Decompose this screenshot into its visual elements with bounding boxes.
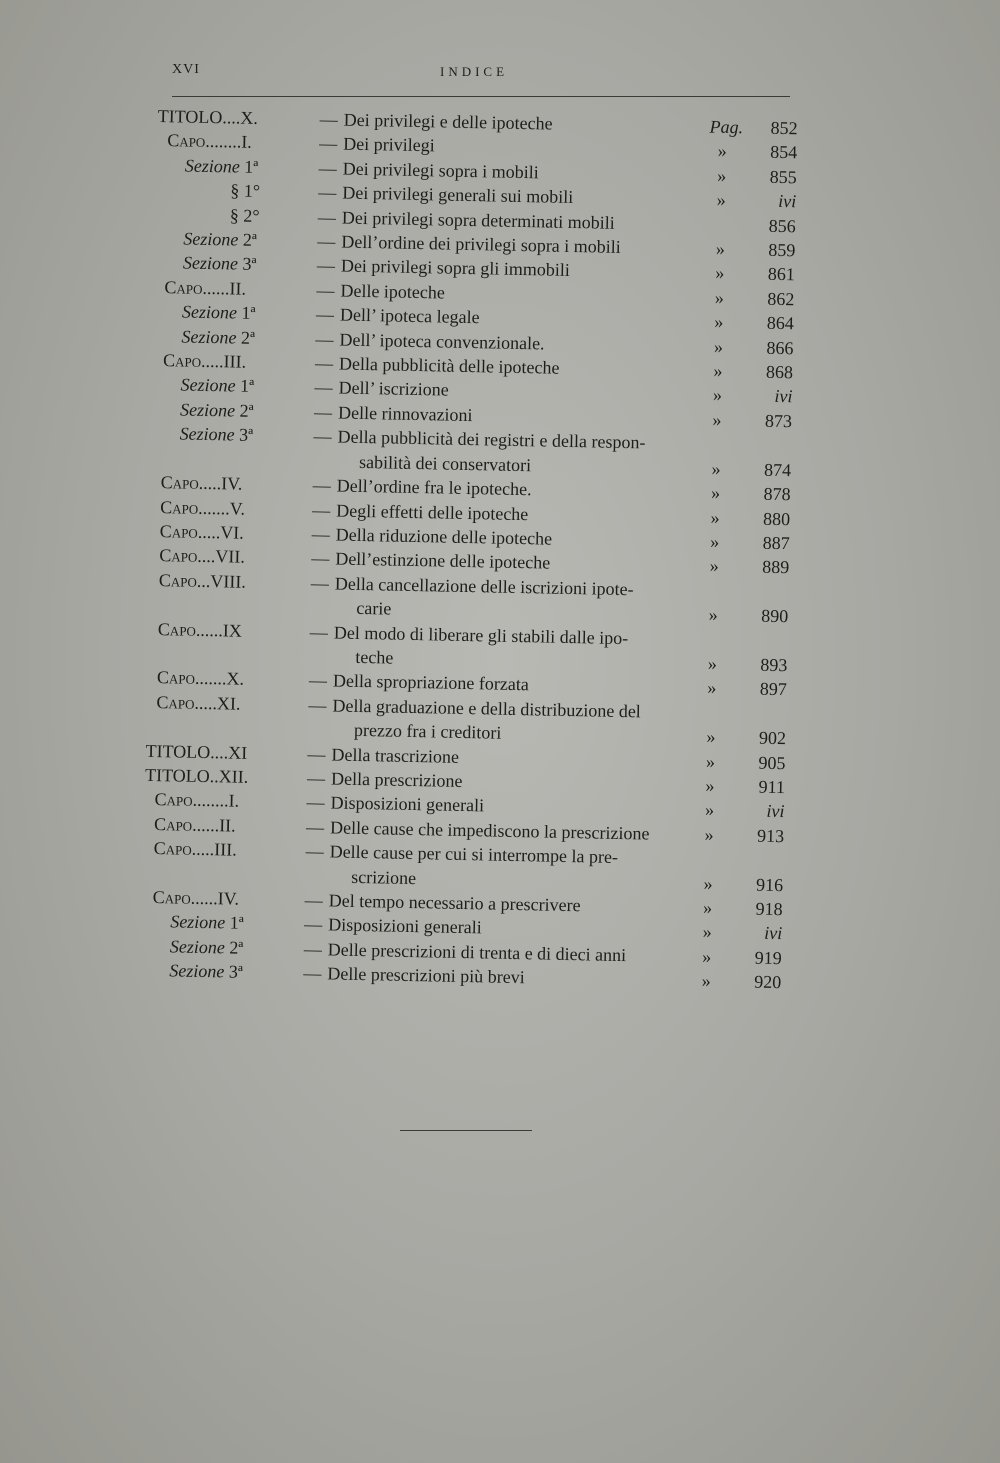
entry-title-continuation: prezzo fra i creditori bbox=[353, 720, 502, 743]
entry-dash: — bbox=[309, 621, 329, 642]
entry-number: V. bbox=[229, 497, 246, 519]
entry-page-mark: Pag. bbox=[709, 116, 744, 138]
entry-page-number: 861 bbox=[767, 264, 796, 285]
entry-page-number: 889 bbox=[762, 556, 790, 578]
entry-page-number: 913 bbox=[756, 825, 785, 846]
entry-dash: — bbox=[305, 841, 324, 862]
entry-title: Della pubblicità dei registri e della respon- bbox=[337, 426, 646, 453]
entry-number: XI. bbox=[216, 692, 241, 714]
entry-page-number: 874 bbox=[763, 459, 792, 480]
entry-page-number: 897 bbox=[759, 679, 788, 700]
entry-dash: — bbox=[316, 279, 335, 301]
entry-dash: — bbox=[311, 548, 330, 569]
entry-rank: Capo bbox=[153, 813, 193, 835]
entry-title: Dell’ ipoteca legale bbox=[339, 304, 480, 328]
entry-rank: Sezione bbox=[184, 155, 240, 177]
entry-rank: Capo bbox=[152, 887, 191, 908]
entry-title: Dell’ordine fra le ipoteche. bbox=[336, 475, 532, 500]
entry-dash: — bbox=[314, 353, 334, 374]
entry-title: Della prescrizione bbox=[330, 768, 463, 791]
entry-title: Delle prescrizioni di trenta e di dieci anni bbox=[327, 939, 627, 965]
entry-dash: — bbox=[303, 938, 322, 960]
header-rule bbox=[172, 96, 790, 97]
entry-number: I. bbox=[241, 132, 252, 153]
entry-page-mark: » bbox=[714, 311, 724, 333]
entry-dash: — bbox=[317, 206, 337, 228]
entry-page-number: 911 bbox=[758, 776, 786, 798]
entry-page-mark: » bbox=[702, 922, 712, 943]
entry-number: IV. bbox=[217, 888, 240, 909]
entry-label bbox=[143, 836, 303, 863]
entry-label bbox=[155, 226, 315, 253]
entry-page-mark: » bbox=[704, 800, 715, 821]
entry-title-cell bbox=[325, 840, 696, 896]
entry-title: Degli effetti delle ipoteche bbox=[336, 499, 529, 524]
entry-number: IX bbox=[222, 619, 243, 641]
entry-page-number: 855 bbox=[769, 166, 797, 188]
entry-leader: ...... bbox=[191, 814, 220, 836]
entry-page-mark: » bbox=[705, 775, 715, 796]
entry-page-number: 880 bbox=[762, 508, 791, 529]
entry-title-continuation: sabilità dei conservatori bbox=[358, 451, 532, 475]
entry-dash: — bbox=[318, 157, 337, 179]
entry-page-mark: » bbox=[715, 238, 726, 259]
entry-number: III. bbox=[223, 351, 247, 372]
entry-dash: — bbox=[319, 109, 338, 130]
entry-page-mark: » bbox=[715, 263, 725, 284]
entry-page-mark: » bbox=[712, 385, 723, 406]
entry-title: Dell’ordine dei privilegi sopra i mobili bbox=[341, 231, 621, 257]
entry-dash: — bbox=[314, 377, 333, 398]
entry-page-mark: » bbox=[707, 653, 718, 674]
entry-page-number: 859 bbox=[768, 239, 796, 261]
entry-title-continuation: teche bbox=[355, 646, 394, 668]
entry-leader: .... bbox=[197, 546, 216, 567]
entry-page-number: 878 bbox=[763, 483, 791, 505]
table-of-contents bbox=[141, 104, 798, 995]
entry-label bbox=[144, 787, 304, 814]
entry-leader: ........ bbox=[192, 790, 229, 811]
entry-title: Dei privilegi e delle ipoteche bbox=[343, 109, 553, 134]
entry-dash: — bbox=[310, 572, 330, 594]
entry-rank: Capo bbox=[160, 496, 199, 518]
entry-rank: Sezione bbox=[179, 399, 236, 421]
entry-number: 3ª bbox=[242, 254, 257, 275]
entry-number: VII. bbox=[215, 546, 246, 568]
entry-label bbox=[149, 543, 309, 570]
entry-rank: Capo bbox=[162, 350, 202, 371]
entry-title: Del tempo necessario a prescrivere bbox=[328, 890, 581, 916]
entry-page-number: 862 bbox=[767, 288, 795, 310]
entry-page-number: 902 bbox=[758, 727, 787, 749]
entry-number: VI. bbox=[220, 522, 244, 543]
entry-leader: .... bbox=[222, 107, 241, 128]
entry-title: Delle cause per cui si interrompe la pre- bbox=[329, 841, 619, 868]
entry-rank: TITOLO bbox=[144, 764, 210, 787]
entry-title: Disposizioni generali bbox=[328, 914, 482, 938]
entry-rank: § bbox=[230, 180, 240, 201]
entry-leader: ..... bbox=[198, 472, 222, 494]
entry-label bbox=[156, 202, 316, 229]
entry-leader: ........ bbox=[205, 131, 242, 153]
entry-label bbox=[156, 177, 316, 204]
entry-page-number: 873 bbox=[764, 410, 793, 432]
entry-leader: ....... bbox=[194, 668, 227, 689]
entry-dash: — bbox=[312, 475, 331, 496]
entry-dash: — bbox=[306, 767, 326, 789]
entry-title: Della graduazione e della distribuzione del bbox=[332, 695, 642, 722]
entry-dash: — bbox=[303, 963, 322, 984]
entry-number: II. bbox=[229, 278, 247, 299]
entry-dash: — bbox=[317, 231, 336, 252]
entry-label bbox=[142, 934, 302, 961]
entry-number: 1ª bbox=[244, 156, 259, 177]
entry-page-mark: » bbox=[709, 555, 719, 577]
entry-title: Della spropriazione forzata bbox=[332, 670, 530, 695]
entry-number: 1ª bbox=[229, 912, 244, 934]
entry-rank: § bbox=[229, 205, 240, 226]
entry-label bbox=[151, 421, 311, 448]
entry-label bbox=[150, 494, 310, 521]
entry-title: Dei privilegi sopra determinati mobili bbox=[341, 207, 615, 233]
entry-rank: Capo bbox=[157, 618, 197, 640]
entry-leader: .... bbox=[210, 741, 229, 763]
entry-leader: ...... bbox=[202, 277, 230, 299]
entry-label bbox=[149, 568, 309, 595]
entry-page-mark: » bbox=[712, 409, 722, 430]
entry-number: II. bbox=[218, 815, 236, 836]
entry-title-cell bbox=[328, 693, 699, 749]
entry-leader: ...... bbox=[190, 887, 218, 909]
entry-rank: Capo bbox=[160, 472, 199, 493]
entry-page-number: 864 bbox=[766, 312, 795, 334]
entry-rank: Capo bbox=[167, 130, 206, 152]
entry-page-number: 893 bbox=[760, 654, 788, 676]
entry-label bbox=[143, 885, 303, 912]
entry-page-number: 905 bbox=[758, 752, 786, 773]
entry-dash: — bbox=[315, 304, 335, 325]
entry-label bbox=[152, 397, 312, 424]
entry-label bbox=[141, 958, 301, 985]
entry-label bbox=[153, 348, 313, 375]
entry-dash: — bbox=[318, 182, 337, 203]
entry-rank: Capo bbox=[159, 521, 199, 542]
entry-number: 2ª bbox=[240, 327, 256, 348]
entry-rank: Capo bbox=[158, 569, 198, 591]
entry-number: 3ª bbox=[228, 961, 243, 983]
entry-page-mark: » bbox=[706, 726, 716, 747]
entry-title-continuation: scrizione bbox=[351, 866, 417, 888]
entry-title: Delle rinnovazioni bbox=[337, 402, 473, 425]
entry-title: Del modo di liberare gli stabili dalle ipo- bbox=[333, 622, 629, 648]
entry-leader: ..... bbox=[200, 350, 224, 372]
entry-label bbox=[145, 738, 305, 765]
entry-page-mark: » bbox=[707, 678, 717, 699]
entry-page-mark: » bbox=[703, 873, 713, 894]
entry-page-mark: » bbox=[713, 360, 723, 381]
entry-label bbox=[144, 812, 304, 839]
entry-page-number: 918 bbox=[755, 898, 783, 920]
entry-dash: — bbox=[319, 133, 338, 154]
entry-title-continuation: carie bbox=[356, 598, 392, 619]
entry-rank: TITOLO bbox=[157, 105, 223, 128]
entry-label bbox=[151, 470, 311, 497]
entry-title: Della pubblicità delle ipoteche bbox=[338, 353, 560, 378]
entry-label bbox=[148, 616, 308, 643]
entry-title: Delle ipoteche bbox=[340, 280, 446, 303]
entry-page-mark: » bbox=[713, 336, 724, 357]
entry-page-number: ivi bbox=[774, 386, 793, 407]
entry-page-number: 890 bbox=[761, 605, 789, 627]
entry-rank: Capo bbox=[156, 691, 195, 713]
entry-page-number: 866 bbox=[766, 337, 794, 358]
entry-number: 2ª bbox=[229, 937, 244, 958]
entry-page-mark: » bbox=[717, 141, 727, 162]
entry-number: 1ª bbox=[239, 376, 255, 397]
entry-rank: Capo bbox=[153, 838, 192, 859]
closing-rule bbox=[400, 1130, 532, 1131]
entry-rank: Capo bbox=[154, 789, 193, 811]
entry-page-number: ivi bbox=[764, 923, 783, 944]
entry-label bbox=[145, 763, 305, 790]
entry-rank: Capo bbox=[164, 277, 203, 298]
entry-leader: ...... bbox=[195, 619, 224, 640]
entry-dash: — bbox=[304, 889, 323, 911]
entry-leader: ..... bbox=[191, 838, 215, 860]
entry-title: Dei privilegi bbox=[343, 133, 435, 156]
entry-dash: — bbox=[313, 426, 332, 447]
entry-page-mark: » bbox=[702, 946, 712, 967]
entry-rank: Sezione bbox=[183, 228, 239, 250]
entry-page-mark: » bbox=[714, 287, 725, 308]
entry-label bbox=[154, 299, 314, 326]
entry-title-cell bbox=[333, 425, 704, 481]
entry-page-number: 868 bbox=[765, 361, 794, 383]
entry-number: 2ª bbox=[239, 400, 254, 421]
entry-rank: TITOLO bbox=[145, 740, 211, 762]
entry-page-mark: » bbox=[710, 531, 720, 552]
entry-label bbox=[157, 153, 317, 180]
entry-page-mark: » bbox=[710, 507, 720, 528]
entry-label bbox=[157, 128, 317, 155]
entry-leader: .. bbox=[209, 766, 219, 787]
entry-page-mark: » bbox=[702, 897, 713, 918]
entry-rank: Sezione bbox=[182, 252, 239, 274]
entry-label bbox=[150, 519, 310, 546]
entry-label bbox=[158, 104, 318, 131]
entry-title: Della cancellazione delle iscrizioni ipote- bbox=[334, 573, 634, 599]
entry-title: Dell’ iscrizione bbox=[338, 377, 449, 401]
entry-rank: Capo bbox=[156, 667, 196, 689]
entry-leader: ..... bbox=[197, 521, 221, 543]
entry-page-number: 916 bbox=[755, 874, 784, 895]
entry-number: 1° bbox=[243, 180, 261, 202]
entry-leader: ....... bbox=[198, 497, 230, 518]
entry-label bbox=[152, 372, 312, 399]
entry-number: XII. bbox=[218, 766, 249, 787]
entry-rank: Sezione bbox=[181, 301, 238, 323]
entry-label bbox=[147, 665, 307, 692]
entry-page-mark: » bbox=[716, 189, 726, 211]
entry-dash: — bbox=[307, 743, 326, 764]
entry-page-mark: » bbox=[717, 165, 727, 186]
entry-number: I. bbox=[228, 790, 240, 812]
entry-number: IV. bbox=[221, 473, 243, 494]
page-header bbox=[172, 62, 792, 88]
entry-number: VIII. bbox=[210, 570, 247, 592]
running-head: INDICE bbox=[440, 64, 509, 79]
entry-dash: — bbox=[315, 328, 334, 350]
entry-title: Disposizioni generali bbox=[330, 792, 485, 816]
entry-rank: Sezione bbox=[181, 326, 237, 348]
entry-rank: Sezione bbox=[169, 936, 226, 958]
entry-rank: Capo bbox=[159, 545, 198, 567]
entry-number: X. bbox=[240, 107, 259, 128]
entry-title: Delle prescrizioni più brevi bbox=[327, 963, 525, 988]
entry-rank: Sezione bbox=[169, 960, 225, 982]
entry-rank: Sezione bbox=[179, 423, 235, 445]
entry-page-number: 920 bbox=[754, 971, 782, 993]
entry-label bbox=[146, 690, 306, 717]
entry-title-cell bbox=[330, 571, 701, 627]
entry-title: Dei privilegi sopra gli immobili bbox=[340, 255, 571, 281]
entry-number: 1ª bbox=[241, 302, 256, 324]
entry-title: Della trascrizione bbox=[331, 744, 460, 767]
entry-dash: — bbox=[316, 255, 336, 276]
entry-number: X. bbox=[226, 668, 245, 690]
entry-number: 3ª bbox=[238, 424, 254, 446]
entry-number: III. bbox=[214, 839, 237, 860]
entry-label bbox=[155, 250, 315, 277]
entry-title: Dell’estinzione delle ipoteche bbox=[335, 548, 551, 573]
entry-dash: — bbox=[306, 792, 325, 813]
entry-title: Dei privilegi generali sui mobili bbox=[342, 182, 574, 208]
entry-number: XI bbox=[228, 742, 248, 763]
entry-title: Dell’ ipoteca convenzionale. bbox=[339, 329, 545, 354]
entry-dash: — bbox=[308, 694, 327, 716]
entry-page-number: 852 bbox=[770, 117, 798, 139]
entry-label bbox=[154, 275, 314, 302]
entry-page-mark: » bbox=[710, 482, 721, 503]
entry-page-number: ivi bbox=[766, 801, 785, 822]
entry-page-mark: » bbox=[708, 604, 718, 625]
entry-title: Delle cause che impediscono la prescrizione bbox=[329, 817, 650, 844]
entry-number: 2° bbox=[243, 205, 260, 226]
entry-label bbox=[153, 324, 313, 351]
entry-page-mark: » bbox=[711, 458, 721, 479]
entry-page-number: 854 bbox=[769, 142, 798, 163]
entry-dash: — bbox=[311, 523, 330, 545]
entry-leader: ..... bbox=[194, 692, 218, 713]
page-folio: XVI bbox=[172, 62, 200, 77]
entry-page-number: 919 bbox=[754, 947, 782, 968]
entry-page-mark: » bbox=[705, 751, 716, 772]
entry-dash: — bbox=[312, 499, 331, 520]
entry-rank: Sezione bbox=[180, 374, 236, 397]
entry-title: Dei privilegi sopra i mobili bbox=[342, 158, 539, 183]
entry-dash: — bbox=[308, 670, 328, 691]
entry-page-mark: » bbox=[701, 970, 711, 991]
entry-number: 2ª bbox=[242, 229, 258, 250]
entry-label bbox=[142, 909, 302, 936]
entry-leader: ... bbox=[196, 570, 211, 591]
entry-title: Della riduzione delle ipoteche bbox=[335, 524, 553, 549]
entry-dash: — bbox=[313, 401, 333, 423]
entry-dash: — bbox=[305, 816, 325, 838]
entry-page-number: 856 bbox=[768, 215, 796, 236]
entry-page-number: 887 bbox=[762, 532, 790, 554]
entry-page-mark: » bbox=[704, 824, 714, 845]
entry-dash: — bbox=[304, 914, 323, 935]
entry-page-number: ivi bbox=[778, 191, 797, 212]
entry-title-cell bbox=[329, 620, 700, 676]
entry-rank: Sezione bbox=[170, 911, 226, 933]
